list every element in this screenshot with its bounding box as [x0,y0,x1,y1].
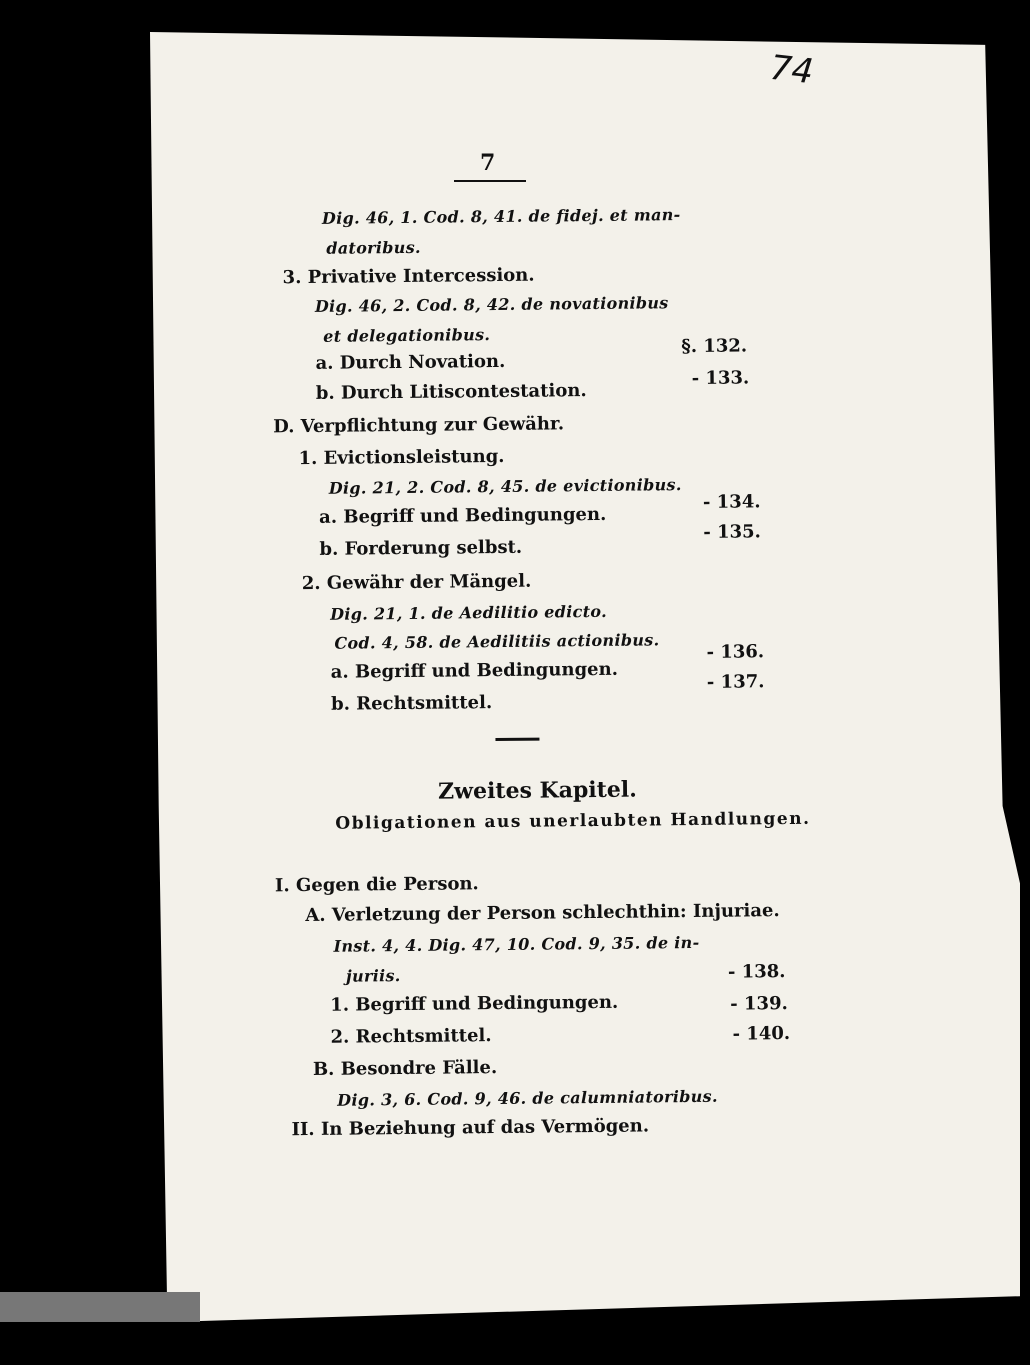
page-number: 7 [480,150,496,176]
toc-entry: 2. Rechtsmittel. [330,1025,492,1048]
section-number: - 134. [702,491,761,513]
chapter-subtitle: Obligationen aus unerlaubten Handlungen. [335,808,811,834]
section-number: - 133. [691,367,750,389]
section-number: - 137. [706,671,765,693]
toc-entry: D. Verpflichtung zur Gewähr. [273,413,565,438]
section-number: - 140. [732,1022,791,1045]
citation-line: Cod. 4, 58. de Aedilitiis actionibus. [334,630,660,653]
citation-line: Dig. 21, 1. de Aedilitio edicto. [330,601,607,624]
section-number: - 138. [727,961,786,983]
section-number: - 139. [730,993,788,1015]
toc-entry: A. Verletzung der Person schlechthin: Injuriae. [305,900,780,927]
toc-entry: 2. Gewähr der Mängel. [301,570,532,595]
citation-line: Dig. 3, 6. Cod. 9, 46. de calumniatoribus. [337,1086,718,1110]
citation-line: datoribus. [326,237,421,258]
toc-entry: 1. Begriff und Bedingungen. [330,991,619,1016]
toc-entry: b. Rechtsmittel. [330,692,493,715]
folio-number: 74 [768,47,816,93]
section-number: §. 132. [681,335,748,358]
toc-entry: 3. Privative Intercession. [282,264,535,289]
toc-entry: b. Durch Litiscontestation. [315,380,587,404]
toc-entry: a. Begriff und Bedingungen. [319,503,607,528]
citation-line: juriis. [345,966,401,986]
toc-entry: a. Durch Novation. [315,350,506,374]
citation-line: Dig. 46, 2. Cod. 8, 42. de novationibus [314,293,669,316]
section-divider [495,738,539,741]
toc-entry: b. Forderung selbst. [319,536,523,560]
citation-line: et delegationibus. [323,325,491,346]
citation-line: Inst. 4, 4. Dig. 47, 10. Cod. 9, 35. de in- [333,932,700,956]
toc-entry: II. In Beziehung auf das Vermögen. [291,1115,650,1141]
section-number: - 135. [703,521,761,543]
toc-entry: a. Begriff und Bedingungen. [330,658,619,683]
toc-entry: 1. Evictionsleistung. [298,445,505,470]
citation-line: Dig. 21, 2. Cod. 8, 45. de evictionibus. [328,475,682,498]
toc-entry: B. Besondre Fälle. [312,1057,498,1080]
section-number: - 136. [706,641,765,663]
citation-line: Dig. 46, 1. Cod. 8, 41. de fidej. et man- [321,205,681,228]
chapter-title: Zweites Kapitel. [437,776,637,805]
toc-entry: I. Gegen die Person. [274,873,479,897]
